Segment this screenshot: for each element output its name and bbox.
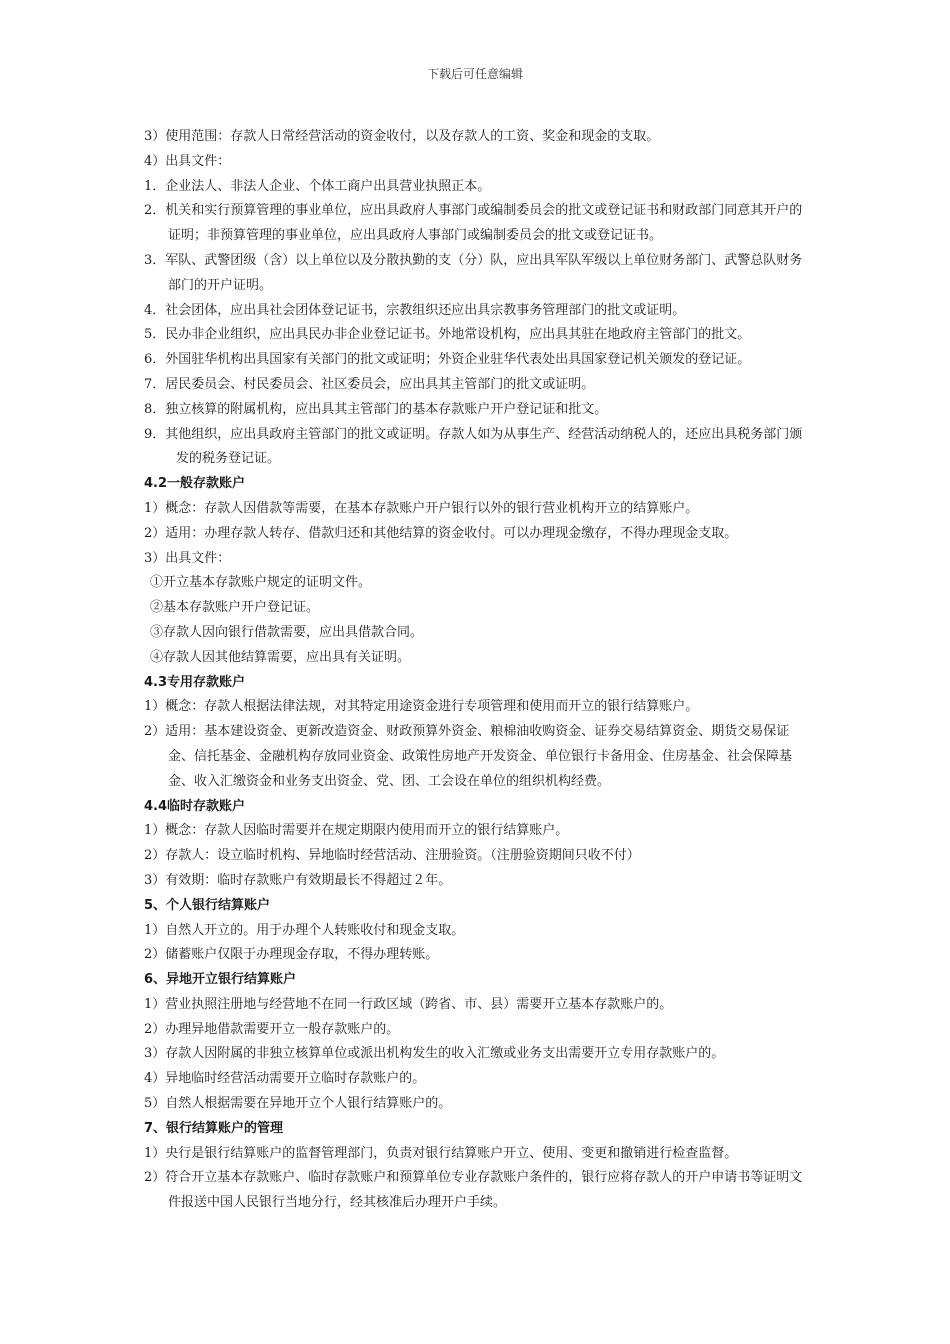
- paragraph: 1）央行是银行结算账户的监督管理部门，负责对银行结算账户开立、使用、变更和撤销进行检查监督。: [144, 1145, 738, 1161]
- paragraph: 1）自然人开立的。用于办理个人转账收付和现金支取。: [144, 922, 465, 938]
- paragraph: 3）存款人因附属的非独立核算单位或派出机构发生的收入汇缴或业务支出需要开立专用存款账户的。: [144, 1046, 725, 1062]
- list-item: 1．企业法人、非法人企业、个体工商户出具营业执照正本。: [144, 178, 491, 194]
- paragraph: 3）使用范围：存款人日常经营活动的资金收付，以及存款人的工资、奖金和现金的支取。: [144, 129, 660, 144]
- list-item: 9．其他组织，应出具政府主管部门的批文或证明。存款人如为从事生产、经营活动纳税人的，还应出具税务部门颁发的税务登记证。: [144, 426, 803, 467]
- document-body: [144, 125, 810, 1216]
- paragraph: 1）概念：存款人因临时需要并在规定期限内使用而开立的银行结算账户。: [144, 823, 569, 839]
- paragraph: 1）概念：存款人根据法律法规，对其特定用途资金进行专项管理和使用而开立的银行结算账户。: [144, 699, 699, 715]
- list-item: 3．军队、武警团级（含）以上单位以及分散执勤的支（分）队，应出具军队军级以上单位财务部门、武警总队财务部门的开户证明。: [144, 252, 803, 293]
- paragraph: 1）营业执照注册地与经营地不在同一行政区域（跨省、市、县）需要开立基本存款账户的。: [144, 996, 673, 1012]
- paragraph: 2）存款人：设立临时机构、异地临时经营活动、注册验资。（注册验资期间只收不付）: [144, 848, 640, 864]
- page-header: 下载后可任意编辑: [426, 67, 523, 81]
- list-item: ①开立基本存款账户规定的证明文件。: [150, 575, 372, 591]
- list-item: 5．民办非企业组织，应出具民办非企业登记证书。外地常设机构，应出具其驻在地政府主管部门的批文。: [144, 327, 751, 343]
- paragraph: 2）适用：基本建设资金、更新改造资金、财政预算外资金、粮棉油收购资金、证券交易结算资金、期货交易保证金、信托基金、金融机构存放同业资金、政策性房地产开发资金、单位银行卡备用金、住房基金、社会保障基金、收入汇缴资金和业务支出资金、党、团、工会设在单位的组织机构经费。: [144, 724, 793, 789]
- section-heading: 4.2一般存款账户: [144, 476, 246, 492]
- paragraph: 5）自然人根据需要在异地开立个人银行结算账户的。: [144, 1096, 452, 1112]
- list-item: 4．社会团体，应出具社会团体登记证书，宗教组织还应出具宗教事务管理部门的批文或证明。: [144, 302, 686, 318]
- section-heading: 6、异地开立银行结算账户: [144, 972, 297, 988]
- paragraph: 2）适用：办理存款人转存、借款归还和其他结算的资金收付。可以办理现金缴存，不得办理现金支取。: [144, 525, 738, 541]
- section-heading: 5、个人银行结算账户: [144, 897, 271, 913]
- paragraph: 2）符合开立基本存款账户、临时存款账户和预算单位专业存款账户条件的，银行应将存款人的开户申请书等证明文件报送中国人民银行当地分行，经其核准后办理开户手续。: [144, 1170, 803, 1211]
- paragraph: 3）有效期：临时存款账户有效期最长不得超过２年。: [144, 872, 452, 888]
- section-heading: 7、银行结算账户的管理: [144, 1120, 284, 1136]
- section-heading: 4.4临时存款账户: [144, 798, 246, 814]
- list-item: 7．居民委员会、村民委员会、社区委员会，应出具其主管部门的批文或证明。: [144, 376, 595, 392]
- paragraph: 3）出具文件：: [144, 550, 231, 566]
- list-item: 8．独立核算的附属机构，应出具其主管部门的基本存款账户开户登记证和批文。: [144, 401, 608, 417]
- list-item: ③存款人因向银行借款需要，应出具借款合同。: [150, 624, 424, 640]
- paragraph: 4）出具文件：: [144, 153, 231, 169]
- paragraph: 2）储蓄账户仅限于办理现金存取，不得办理转账。: [144, 947, 439, 963]
- paragraph: 1）概念：存款人因借款等需要，在基本存款账户开户银行以外的银行营业机构开立的结算账户。: [144, 500, 699, 516]
- list-item: ④存款人因其他结算需要，应出具有关证明。: [150, 649, 411, 665]
- list-item: 2．机关和实行预算管理的事业单位，应出具政府人事部门或编制委员会的批文或登记证书和财政部门同意其开户的证明；非预算管理的事业单位，应出具政府人事部门或编制委员会的批文或登记证书。: [144, 203, 803, 244]
- list-item: 6．外国驻华机构出具国家有关部门的批文或证明；外资企业驻华代表处出具国家登记机关颁发的登记证。: [144, 352, 751, 368]
- section-heading: 4.3专用存款账户: [144, 674, 246, 690]
- paragraph: 4）异地临时经营活动需要开立临时存款账户的。: [144, 1071, 426, 1087]
- list-item: ②基本存款账户开户登记证。: [150, 600, 320, 616]
- paragraph: 2）办理异地借款需要开立一般存款账户的。: [144, 1021, 400, 1037]
